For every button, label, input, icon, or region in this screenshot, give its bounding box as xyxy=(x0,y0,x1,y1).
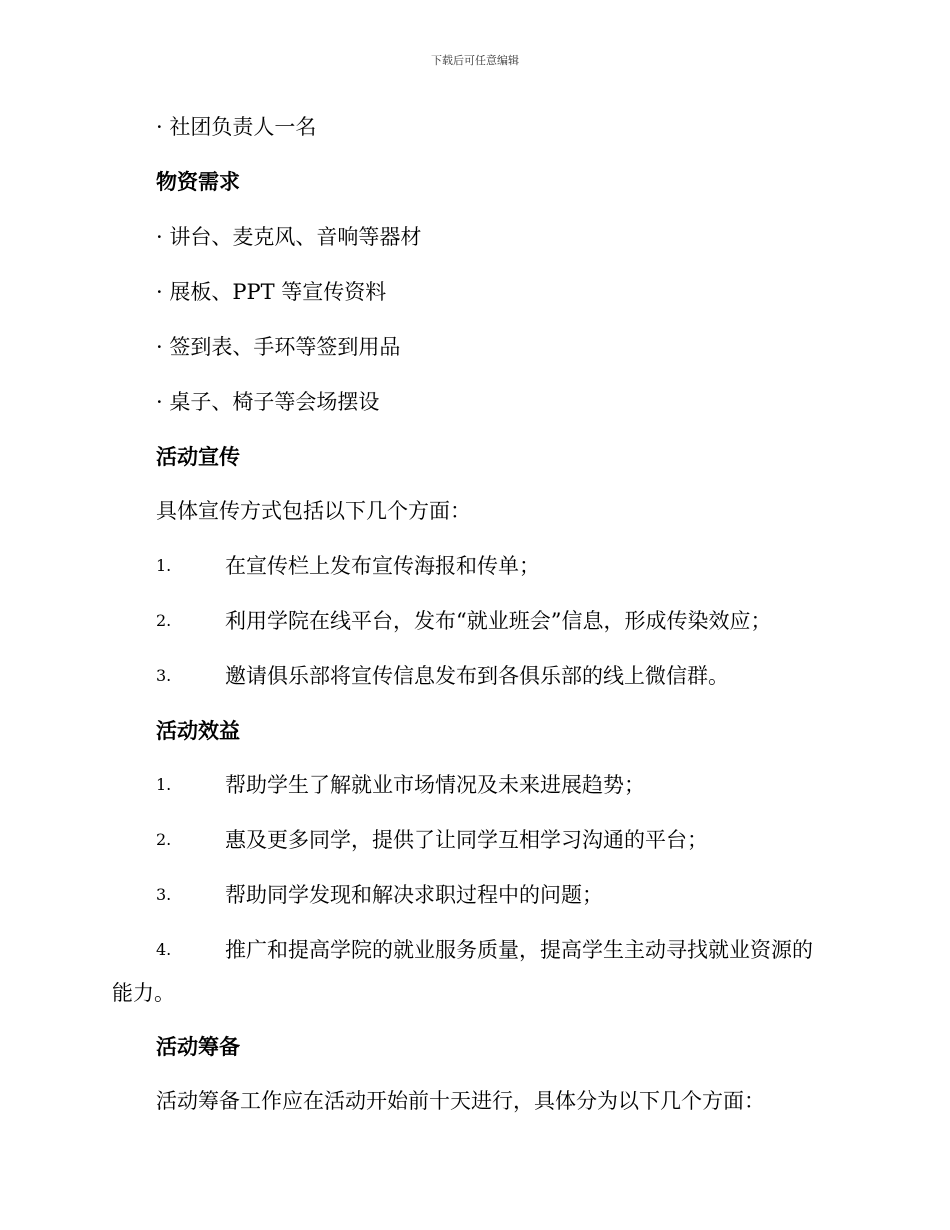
benefit-item-continuation: 能力。 xyxy=(112,981,175,1005)
bullet-item-display: · 展板、PPT 等宣传资料 xyxy=(156,280,387,304)
heading-promotion: 活动宣传 xyxy=(156,444,240,469)
promotion-item-text: 邀请俱乐部将宣传信息发布到各俱乐部的线上微信群。 xyxy=(225,664,729,688)
benefit-item-number: 4. xyxy=(156,940,172,959)
bullet-item-furniture: · 桌子、椅子等会场摆设 xyxy=(156,390,380,414)
promotion-intro: 具体宣传方式包括以下几个方面： xyxy=(156,499,471,523)
heading-materials: 物资需求 xyxy=(156,169,240,194)
promotion-item-text: 在宣传栏上发布宣传海报和传单； xyxy=(225,554,540,578)
bullet-item-equipment: · 讲台、麦克风、音响等器材 xyxy=(156,225,422,249)
page-header: 下载后可任意编辑 xyxy=(431,54,519,67)
benefit-item-number: 2. xyxy=(156,830,172,849)
heading-benefits: 活动效益 xyxy=(156,718,240,743)
benefit-item-number: 1. xyxy=(156,775,172,794)
promotion-item-number: 1. xyxy=(156,556,172,575)
bullet-item-signin: · 签到表、手环等签到用品 xyxy=(156,335,401,359)
promotion-item-number: 2. xyxy=(156,611,172,630)
benefit-item-text: 推广和提高学院的就业服务质量，提高学生主动寻找就业资源的 xyxy=(225,938,813,962)
promotion-item-number: 3. xyxy=(156,666,172,685)
benefit-item-number: 3. xyxy=(156,885,172,904)
promotion-item-text: 利用学院在线平台，发布“就业班会”信息，形成传染效应； xyxy=(225,609,772,633)
benefit-item-text: 帮助学生了解就业市场情况及未来进展趋势； xyxy=(225,773,645,797)
benefit-item-text: 惠及更多同学，提供了让同学互相学习沟通的平台； xyxy=(225,828,708,852)
benefit-item-text: 帮助同学发现和解决求职过程中的问题； xyxy=(225,883,603,907)
bullet-item-leader: · 社团负责人一名 xyxy=(156,115,317,139)
preparation-intro: 活动筹备工作应在活动开始前十天进行，具体分为以下几个方面： xyxy=(156,1089,765,1113)
heading-preparation: 活动筹备 xyxy=(156,1034,240,1059)
